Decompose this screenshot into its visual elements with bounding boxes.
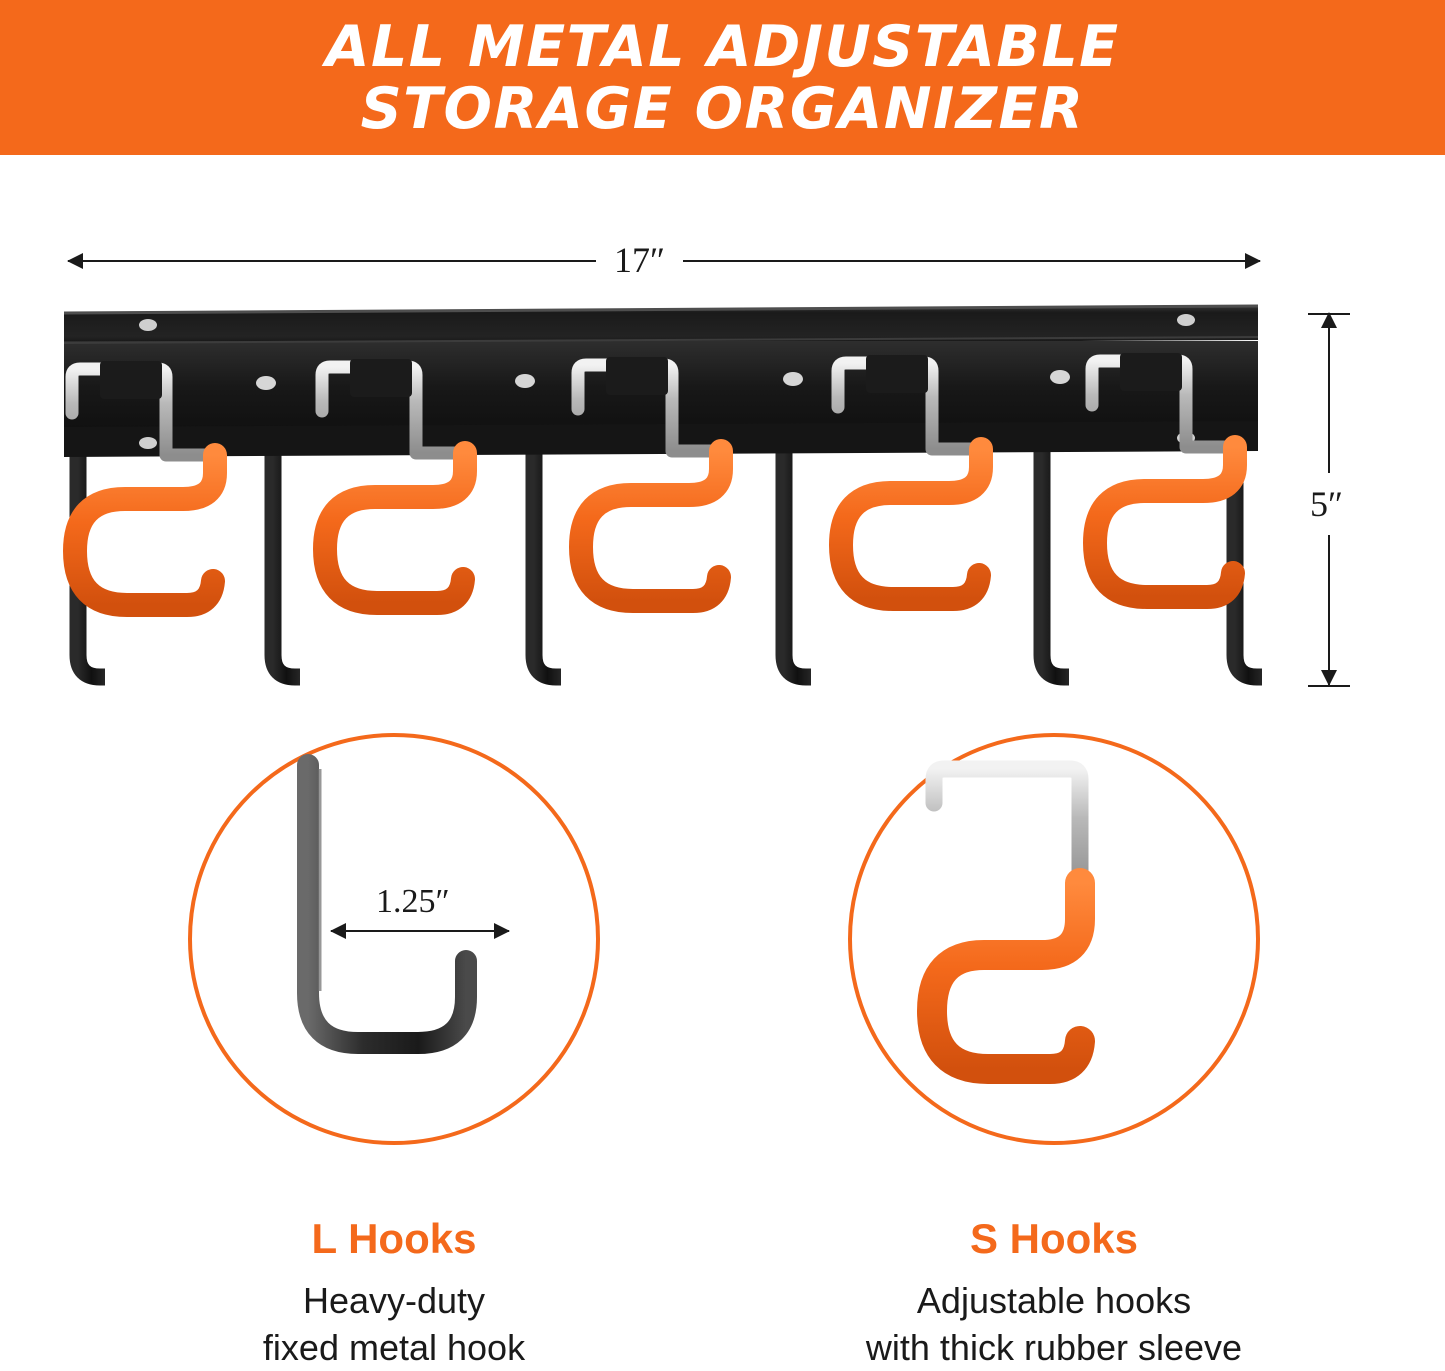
banner-title-line-1: ALL METAL ADJUSTABLE <box>325 13 1120 80</box>
callout-section <box>0 715 1445 1368</box>
s-hook-title: S Hooks <box>969 1215 1139 1262</box>
s-hook-detail-illustration <box>848 733 1260 1145</box>
l-hook-description-line-2: fixed metal hook <box>262 1327 526 1368</box>
header-banner <box>0 0 1445 155</box>
l-hook-width-label: 1.25″ <box>370 883 456 921</box>
storage-rail-illustration <box>0 155 1445 715</box>
banner-title-line-2: STORAGE ORGANIZER <box>360 75 1085 142</box>
l-hook-description-line-1: Heavy-duty <box>302 1280 486 1321</box>
s-hook-description-line-2: with thick rubber sleeve <box>865 1327 1243 1368</box>
l-hook-title: L Hooks <box>311 1215 477 1262</box>
height-dimension-label: 5″ <box>1310 473 1343 535</box>
l-hook-width-arrow <box>331 930 509 932</box>
l-hook-detail-illustration <box>188 733 600 1145</box>
s-hook-description <box>724 1277 1384 1371</box>
width-dimension-label: 17″ <box>596 239 683 281</box>
l-hook-description <box>64 1277 724 1371</box>
product-image-area <box>0 155 1445 715</box>
s-hook-description-line-1: Adjustable hooks <box>916 1280 1192 1321</box>
